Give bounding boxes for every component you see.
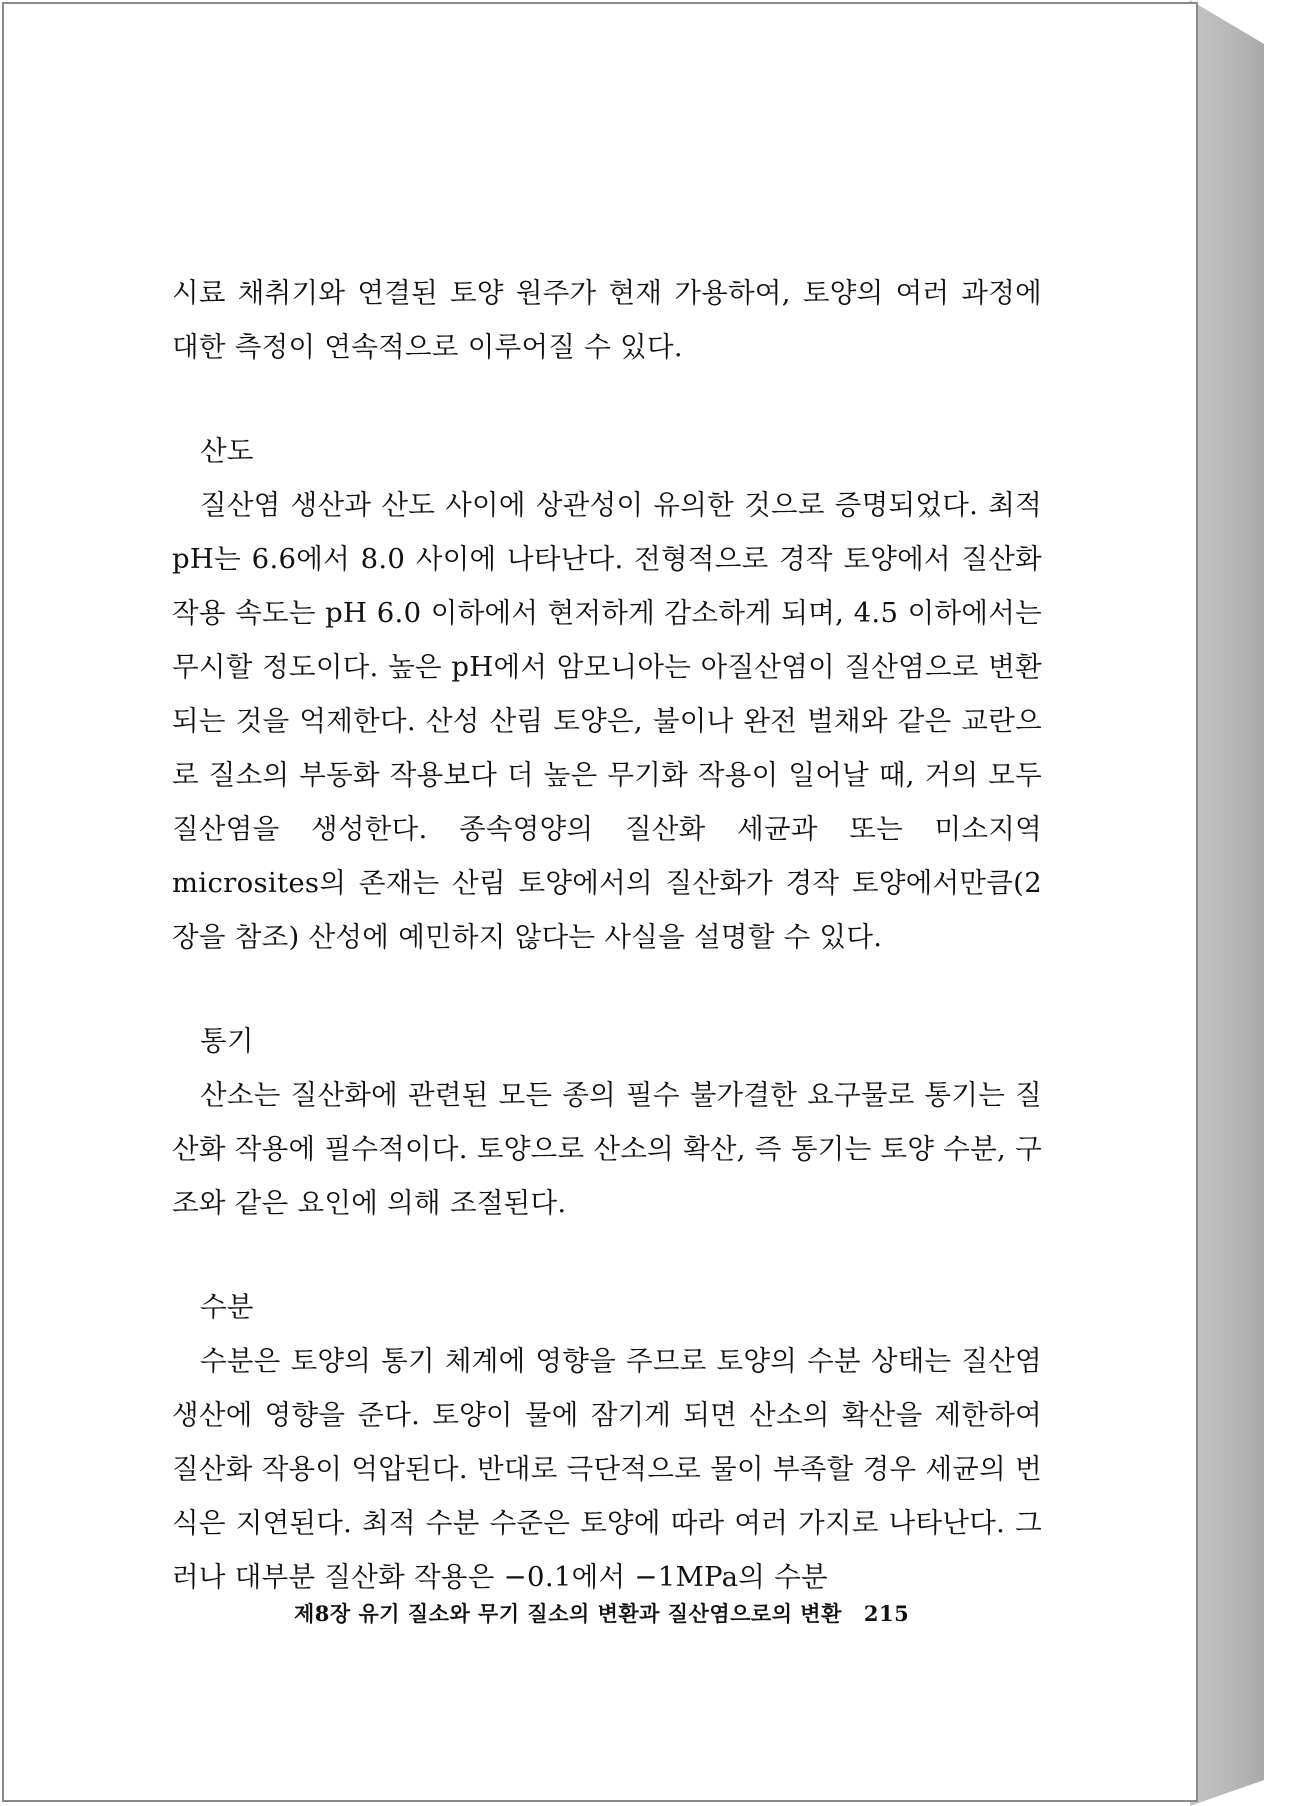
- section-heading-acidity: 산도: [200, 435, 254, 467]
- chapter-title: 제8장 유기 질소와 무기 질소의 변환과 질산염으로의 변환: [294, 1601, 842, 1626]
- page-content: [172, 266, 1042, 1604]
- page-number: 215: [863, 1601, 910, 1626]
- running-footer: [294, 1598, 1014, 1628]
- section-body-moisture: 수분은 토양의 통기 체계에 영향을 주므로 토양의 수분 상태는 질산염 생산에 영향을 준다. 토양이 물에 잠기게 되면 산소의 확산을 제한하여 질산화 작용이 억압된다. 반대로 극단적으로 물이 부족할 경우 세균의 번식은 지연된다. 최적 수분 수준은 토양에 따라 여러 가지로 나타난다. 그러나 대부분 질산화 작용은 −0.1에서 −1MPa의 수분: [172, 1345, 1042, 1593]
- page: [2, 2, 1198, 1802]
- section-heading-aeration: 통기: [200, 1025, 254, 1057]
- section-heading-moisture: 수분: [200, 1291, 254, 1323]
- intro-paragraph: 시료 채취기와 연결된 토양 원주가 현재 가용하여, 토양의 여러 과정에 대한 측정이 연속적으로 이루어질 수 있다.: [172, 277, 1042, 363]
- section-body-aeration: 산소는 질산화에 관련된 모든 종의 필수 불가결한 요구물로 통기는 질산화 작용에 필수적이다. 토양으로 산소의 확산, 즉 통기는 토양 수분, 구조와 같은 요인에 의해 조절된다.: [172, 1079, 1042, 1219]
- book-spine: [1190, 0, 1264, 1806]
- section-body-acidity: 질산염 생산과 산도 사이에 상관성이 유의한 것으로 증명되었다. 최적 pH는 6.6에서 8.0 사이에 나타난다. 전형적으로 경작 토양에서 질산화 작용 속도는 pH 6.0 이하에서 현저하게 감소하게 되며, 4.5 이하에서는 무시할 정도이다. 높은 pH에서 암모니아는 아질산염이 질산염으로 변환되는 것을 억제한다. 산성 산림 토양은, 불이나 완전 벌채와 같은 교란으로 질소의 부동화 작용보다 더 높은 무기화 작용이 일어날 때, 거의 모두 질산염을 생성한다. 종속영양의 질산화 세균과 또는 미소지역 microsites의 존재는 산림 토양에서의 질산화가 경작 토양에서만큼(2장을 참조) 산성에 예민하지 않다는 사실을 설명할 수 있다.: [172, 489, 1042, 953]
